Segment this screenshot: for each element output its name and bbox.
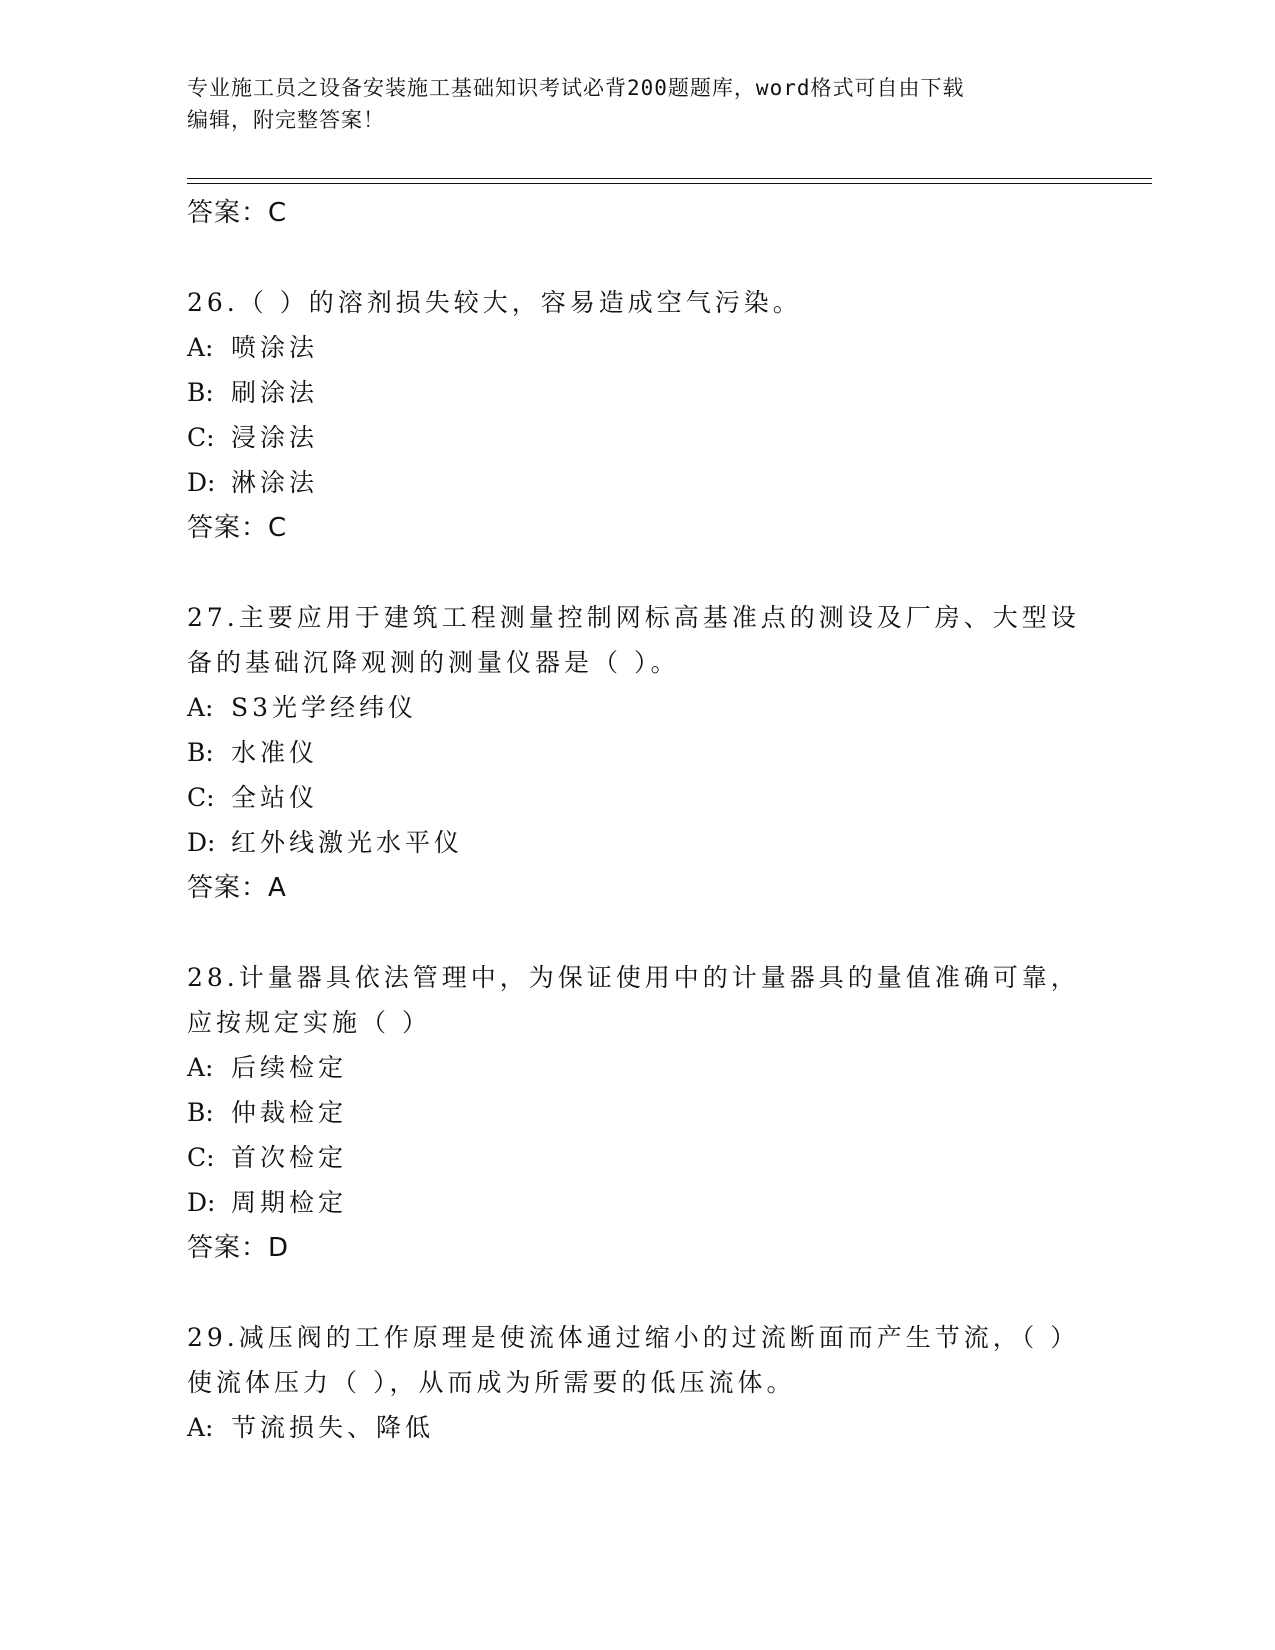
option-d [187, 1180, 1087, 1225]
option-text: S3光学经纬仪 [231, 693, 418, 722]
answer-line: 答案：D [187, 1233, 290, 1263]
option-c [187, 1135, 1087, 1180]
option-text: 周期检定 [231, 1188, 348, 1217]
question-27 [187, 595, 1087, 911]
question-stem: 28.计量器具依法管理中，为保证使用中的计量器具的量值准确可靠，应按规定实施（ ） [187, 963, 1080, 1037]
document-header [187, 72, 1067, 136]
option-a [187, 1405, 1087, 1450]
option-text: 刷涂法 [231, 378, 319, 407]
option-text: 首次检定 [231, 1143, 348, 1172]
option-a [187, 685, 1087, 730]
option-key: B: [187, 738, 214, 767]
header-rule-bottom [187, 183, 1152, 184]
option-key: D: [187, 828, 216, 857]
header-title-line-2: 编辑，附完整答案！ [187, 108, 385, 132]
option-key: A: [187, 1413, 214, 1442]
option-d [187, 820, 1087, 865]
option-b [187, 1090, 1087, 1135]
question-stem: 27.主要应用于建筑工程测量控制网标高基准点的测设及厂房、大型设备的基础沉降观测的测量仪器是（ ）。 [187, 603, 1080, 677]
option-text: 红外线激光水平仪 [231, 828, 464, 857]
option-c [187, 775, 1087, 820]
option-key: C: [187, 423, 215, 452]
option-key: A: [187, 693, 214, 722]
option-text: 喷涂法 [231, 333, 319, 362]
question-29 [187, 1315, 1087, 1450]
header-rule-top [187, 178, 1152, 179]
answer-line: 答案：A [187, 873, 287, 903]
option-d [187, 460, 1087, 505]
option-key: B: [187, 378, 214, 407]
option-text: 后续检定 [231, 1053, 348, 1082]
question-stem: 26.（ ）的溶剂损失较大，容易造成空气污染。 [187, 288, 802, 317]
option-b [187, 730, 1087, 775]
question-list [187, 190, 1087, 1450]
option-key: A: [187, 333, 214, 362]
option-text: 节流损失、降低 [231, 1413, 435, 1442]
option-key: C: [187, 783, 215, 812]
option-key: B: [187, 1098, 214, 1127]
option-key: D: [187, 1188, 216, 1217]
question-26 [187, 280, 1087, 551]
option-a [187, 1045, 1087, 1090]
header-title-line-1: 专业施工员之设备安装施工基础知识考试必背200题题库，word格式可自由下载 [187, 76, 965, 100]
answer-line: 答案：C [187, 513, 288, 543]
option-text: 仲裁检定 [231, 1098, 348, 1127]
question-28 [187, 955, 1087, 1271]
question-stem: 29.减压阀的工作原理是使流体通过缩小的过流断面而产生节流，（ ）使流体压力（ ），从而成为所需要的低压流体。 [187, 1323, 1080, 1397]
option-c [187, 415, 1087, 460]
option-b [187, 370, 1087, 415]
option-text: 淋涂法 [231, 468, 319, 497]
option-key: D: [187, 468, 216, 497]
option-text: 浸涂法 [231, 423, 319, 452]
option-key: A: [187, 1053, 214, 1082]
option-a [187, 325, 1087, 370]
option-key: C: [187, 1143, 215, 1172]
previous-answer: 答案：C [187, 198, 288, 228]
option-text: 水准仪 [231, 738, 319, 767]
option-text: 全站仪 [231, 783, 319, 812]
